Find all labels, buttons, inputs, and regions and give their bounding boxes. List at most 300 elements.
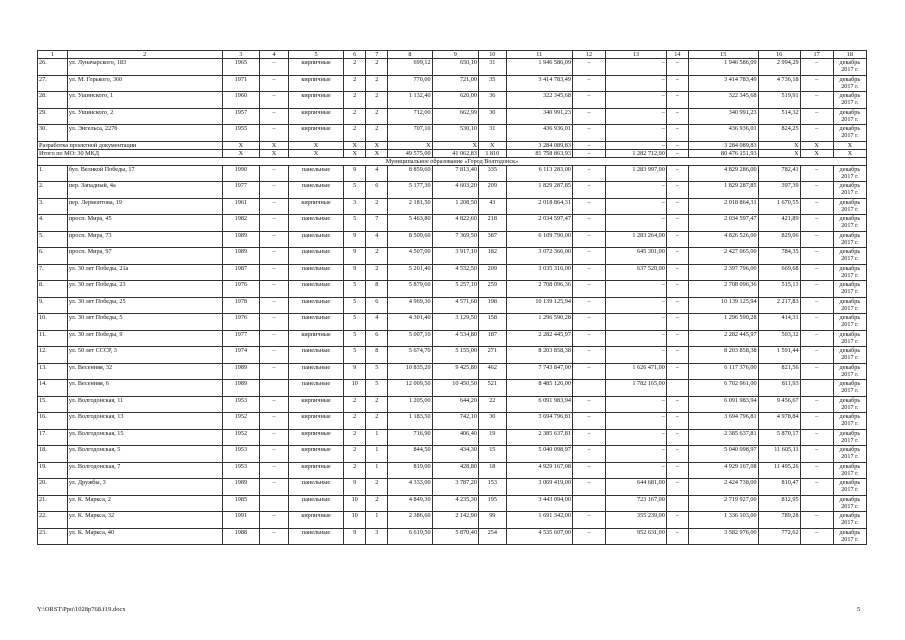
table-cell: 3 414 783,49 — [688, 75, 758, 92]
table-cell: X — [800, 141, 833, 149]
table-row — [38, 512, 867, 529]
table-cell: 14 — [666, 51, 688, 59]
table-cell: 6 — [366, 182, 388, 199]
table-cell: 18. — [38, 446, 68, 463]
table-cell: кирпичные — [288, 512, 343, 529]
table-cell: 5 201,40 — [388, 264, 432, 281]
table-cell: 1 — [366, 446, 388, 463]
table-cell: 821,56 — [758, 363, 800, 380]
table-cell: 4. — [38, 215, 68, 232]
table-cell: – — [572, 264, 605, 281]
table-cell: – — [572, 149, 605, 157]
table-cell: 6 — [366, 330, 388, 347]
table-cell: 2 034 597,47 — [688, 215, 758, 232]
table-cell: 3 069 419,00 — [506, 479, 572, 496]
table-cell: 650,10 — [432, 59, 478, 76]
table-cell: ул. Весенняя, 32 — [67, 363, 222, 380]
table-cell: 4 822,60 — [432, 215, 478, 232]
table-cell: – — [666, 363, 688, 380]
table-body — [38, 51, 867, 545]
table-cell: – — [260, 215, 289, 232]
table-cell: 406,40 — [432, 429, 478, 446]
table-cell: 6 619,50 — [388, 528, 432, 545]
table-cell: 721,00 — [432, 75, 478, 92]
table-cell: 662,99 — [432, 108, 478, 125]
table-cell: – — [666, 512, 688, 529]
table-cell: – — [606, 429, 667, 446]
table-cell: 2 181,50 — [388, 198, 432, 215]
table-cell: ул. 30 лет Победы, 23 — [67, 281, 222, 298]
table-cell: декабрь 2017 г. — [833, 92, 866, 109]
table-cell: 414,31 — [758, 314, 800, 331]
table-cell: – — [572, 413, 605, 430]
table-cell: кирпичные — [288, 396, 343, 413]
table-cell: 4 571,60 — [432, 297, 478, 314]
table-cell: – — [260, 59, 289, 76]
table-cell: панельные — [288, 479, 343, 496]
table-cell: 9 — [344, 479, 366, 496]
table-row — [38, 182, 867, 199]
table-cell: 1 — [366, 512, 388, 529]
table-cell: ул. Дружбы, 3 — [67, 479, 222, 496]
table-row — [38, 215, 867, 232]
table-cell: 2 — [366, 125, 388, 142]
table-cell: 1988 — [222, 528, 260, 545]
column-number-row — [38, 51, 867, 59]
table-cell: 2 217,83 — [758, 297, 800, 314]
table-row — [38, 248, 867, 265]
table-cell: 2 385 637,81 — [506, 429, 572, 446]
table-cell: 28. — [38, 92, 68, 109]
table-cell: – — [800, 75, 833, 92]
table-cell: – — [666, 396, 688, 413]
table-cell: 5 155,00 — [432, 347, 478, 364]
table-cell: – — [572, 75, 605, 92]
table-cell: 322 345,68 — [506, 92, 572, 109]
table-cell: декабрь 2017 г. — [833, 297, 866, 314]
table-cell: – — [572, 429, 605, 446]
table-cell: 462 — [478, 363, 506, 380]
table-cell: 436 936,01 — [506, 125, 572, 142]
table-cell: – — [260, 446, 289, 463]
table-cell: 8 485 126,00 — [506, 380, 572, 397]
table-cell: декабрь 2017 г. — [833, 182, 866, 199]
table-cell: – — [572, 165, 605, 182]
table-cell: – — [800, 429, 833, 446]
table-cell: 824,25 — [758, 125, 800, 142]
table-cell: – — [572, 281, 605, 298]
table-cell: – — [260, 528, 289, 545]
table-cell: 17 — [800, 51, 833, 59]
table-cell: – — [666, 182, 688, 199]
table-cell: 1989 — [222, 479, 260, 496]
table-cell — [572, 380, 605, 397]
table-cell: просп. Мира, 73 — [67, 231, 222, 248]
table-cell: 1953 — [222, 462, 260, 479]
table-cell: 9 — [344, 165, 366, 182]
table-cell: 4 235,30 — [432, 495, 478, 512]
table-cell: X — [288, 141, 343, 149]
table-cell: – — [666, 330, 688, 347]
table-cell: 4 301,40 — [388, 314, 432, 331]
table-cell: 1 — [366, 429, 388, 446]
table-cell: 8 509,60 — [388, 231, 432, 248]
table-cell: 1974 — [222, 347, 260, 364]
table-cell: 8 203 858,38 — [506, 347, 572, 364]
table-cell: 10 139 125,94 — [506, 297, 572, 314]
table-cell: 16. — [38, 413, 68, 430]
table-cell: ул. М. Горького, 360 — [67, 75, 222, 92]
table-cell: 436 936,01 — [688, 125, 758, 142]
table-cell: 2 — [344, 92, 366, 109]
table-cell: 2 282 445,97 — [688, 330, 758, 347]
table-cell: 2 — [366, 479, 388, 496]
table-cell: просп. Мира, 97 — [67, 248, 222, 265]
table-cell: – — [606, 297, 667, 314]
table-cell: – — [572, 528, 605, 545]
table-cell: 2 385 637,81 — [688, 429, 758, 446]
table-cell: – — [572, 462, 605, 479]
table-cell: декабрь 2017 г. — [833, 281, 866, 298]
table-cell: – — [800, 413, 833, 430]
table-cell: 322 345,68 — [688, 92, 758, 109]
table-cell: 1 296 590,28 — [688, 314, 758, 331]
table-cell: 3 035 316,00 — [506, 264, 572, 281]
table-cell: 1977 — [222, 330, 260, 347]
table-row — [38, 429, 867, 446]
table-cell: 530,10 — [432, 125, 478, 142]
table-cell: 7 813,40 — [432, 165, 478, 182]
table-cell: – — [572, 314, 605, 331]
table-cell: – — [572, 141, 605, 149]
table-cell: ул. Ушинского, 1 — [67, 92, 222, 109]
table-cell: 27. — [38, 75, 68, 92]
table-cell: 6 113 283,00 — [506, 165, 572, 182]
table-cell: 10 — [478, 51, 506, 59]
table-cell: 13 — [606, 51, 667, 59]
table-cell: – — [260, 231, 289, 248]
table-cell: 620,00 — [432, 92, 478, 109]
table-cell: 21. — [38, 495, 68, 512]
table-cell: 4 929 167,08 — [506, 462, 572, 479]
table-cell: пер. Лермонтова, 19 — [67, 198, 222, 215]
table-cell: панельные — [288, 165, 343, 182]
table-cell: 5 — [344, 330, 366, 347]
table-cell: панельные — [288, 528, 343, 545]
table-cell: 514,32 — [758, 108, 800, 125]
table-cell: – — [666, 248, 688, 265]
total-row — [38, 149, 867, 157]
table-cell: 81 758 863,93 — [506, 149, 572, 157]
table-cell: – — [606, 198, 667, 215]
table-cell: 9 456,67 — [758, 396, 800, 413]
table-cell: 515,13 — [758, 281, 800, 298]
table-cell: 1955 — [222, 125, 260, 142]
table-cell: 5 — [366, 380, 388, 397]
table-cell: 3 414 783,49 — [506, 75, 572, 92]
table-cell: 3 694 796,81 — [688, 413, 758, 430]
table-cell: – — [800, 231, 833, 248]
table-cell: 1 336 103,00 — [688, 512, 758, 529]
table-cell: 2 427 065,00 — [688, 248, 758, 265]
table-cell: 829,06 — [758, 231, 800, 248]
table-row — [38, 363, 867, 380]
table-cell: 2 142,90 — [432, 512, 478, 529]
table-cell: 1 205,00 — [388, 396, 432, 413]
table-cell: 1989 — [222, 380, 260, 397]
table-cell: 2 708 096,36 — [506, 281, 572, 298]
table-cell: X — [366, 149, 388, 157]
table-cell: 12 — [572, 51, 605, 59]
table-cell: 13. — [38, 363, 68, 380]
table-cell: – — [606, 59, 667, 76]
table-cell: 2. — [38, 182, 68, 199]
table-cell: – — [572, 446, 605, 463]
table-cell: 355 239,00 — [606, 512, 667, 529]
table-cell: 6. — [38, 248, 68, 265]
table-cell: 1 282 712,00 — [606, 149, 667, 157]
table-cell: кирпичные — [288, 446, 343, 463]
table-cell: 4 929 167,08 — [688, 462, 758, 479]
table-cell: 1961 — [222, 198, 260, 215]
table-cell: декабрь 2017 г. — [833, 347, 866, 364]
table-cell: – — [800, 479, 833, 496]
table-cell: – — [666, 297, 688, 314]
table-cell: 8 — [388, 51, 432, 59]
table-cell: кирпичные — [288, 413, 343, 430]
table-cell: – — [606, 396, 667, 413]
table-cell: 952 631,00 — [606, 528, 667, 545]
table-cell: декабрь 2017 г. — [833, 462, 866, 479]
table-cell: 5 — [344, 347, 366, 364]
table-cell: 1 208,50 — [432, 198, 478, 215]
table-cell: 2 — [366, 59, 388, 76]
table-cell: X — [344, 149, 366, 157]
table-cell: X — [758, 141, 800, 149]
table-cell: 1 — [366, 462, 388, 479]
table-cell: – — [260, 182, 289, 199]
table-cell: 9. — [38, 297, 68, 314]
table-cell: 772,62 — [758, 528, 800, 545]
table-cell: 789,28 — [758, 512, 800, 529]
table-cell: 7 743 847,00 — [506, 363, 572, 380]
table-cell: – — [666, 108, 688, 125]
table-cell: – — [572, 363, 605, 380]
table-cell: 2 — [344, 108, 366, 125]
table-cell: панельные — [288, 495, 343, 512]
table-cell: декабрь 2017 г. — [833, 125, 866, 142]
table-cell: 209 — [478, 182, 506, 199]
table-cell: панельные — [288, 314, 343, 331]
table-cell: 1971 — [222, 75, 260, 92]
table-cell: – — [260, 248, 289, 265]
table-cell: – — [572, 479, 605, 496]
table-cell: 4 — [366, 314, 388, 331]
table-cell: – — [606, 92, 667, 109]
table-cell: – — [606, 462, 667, 479]
table-cell: 2 282 445,97 — [506, 330, 572, 347]
table-cell: 1985 — [222, 495, 260, 512]
table-cell: 1982 — [222, 215, 260, 232]
table-cell: – — [606, 141, 667, 149]
table-cell: кирпичные — [288, 108, 343, 125]
table-row — [38, 297, 867, 314]
table-cell: 707,10 — [388, 125, 432, 142]
table-cell: – — [572, 347, 605, 364]
table-cell: декабрь 2017 г. — [833, 429, 866, 446]
table-cell — [800, 495, 833, 512]
table-cell: 5 879,60 — [388, 281, 432, 298]
table-cell: 3 284 089,83 — [688, 141, 758, 149]
table-cell: 2 397 796,00 — [688, 264, 758, 281]
table-cell: Разработка проектной документации — [38, 141, 223, 149]
table-cell: X — [344, 141, 366, 149]
table-cell: – — [572, 92, 605, 109]
table-cell: 8 859,60 — [388, 165, 432, 182]
table-cell: Муниципальное образование «Город Волгодонск» — [38, 157, 867, 165]
table-cell: 4 — [260, 51, 289, 59]
table-cell: – — [800, 314, 833, 331]
table-cell: 2 — [366, 413, 388, 430]
table-cell: 1991 — [222, 512, 260, 529]
table-row — [38, 347, 867, 364]
table-cell: 784,35 — [758, 248, 800, 265]
table-cell: 5. — [38, 231, 68, 248]
table-cell: – — [800, 165, 833, 182]
table-cell: 1 946 586,09 — [688, 59, 758, 76]
table-cell: Итого по МО: 30 МКД — [38, 149, 223, 157]
table-cell: X — [833, 149, 866, 157]
table-cell: 18 — [478, 462, 506, 479]
table-cell: 2 — [366, 75, 388, 92]
table-cell: – — [260, 198, 289, 215]
table-cell: – — [606, 314, 667, 331]
table-cell: 5 — [344, 314, 366, 331]
table-cell: – — [572, 198, 605, 215]
table-cell: – — [666, 479, 688, 496]
table-cell: 4 603,20 — [432, 182, 478, 199]
table-cell: ул. 30 лет Победы, 9 — [67, 330, 222, 347]
table-cell: 1 810 — [478, 149, 506, 157]
table-cell: панельные — [288, 248, 343, 265]
table-cell: 1952 — [222, 413, 260, 430]
table-cell: 2 719 927,00 — [688, 495, 758, 512]
table-row — [38, 380, 867, 397]
table-cell: – — [800, 347, 833, 364]
table-cell: 1 591,44 — [758, 347, 800, 364]
table-cell: ул. Волгодонская, 7 — [67, 462, 222, 479]
table-cell: 11. — [38, 330, 68, 347]
table-cell: 819,00 — [388, 462, 432, 479]
table-cell: 153 — [478, 479, 506, 496]
table-cell: декабрь 2017 г. — [833, 446, 866, 463]
table-cell: 5 463,80 — [388, 215, 432, 232]
table-cell: кирпичные — [288, 198, 343, 215]
design-row — [38, 141, 867, 149]
table-cell: кирпичные — [288, 462, 343, 479]
table-cell: 1 283 997,00 — [606, 165, 667, 182]
table-cell: 36 — [478, 92, 506, 109]
table-cell: – — [666, 429, 688, 446]
table-cell: – — [800, 363, 833, 380]
table-cell: – — [572, 231, 605, 248]
table-cell: панельные — [288, 281, 343, 298]
table-cell: 8 — [366, 347, 388, 364]
table-cell: 6 — [366, 297, 388, 314]
table-cell: 644,20 — [432, 396, 478, 413]
table-cell: – — [260, 396, 289, 413]
table-cell: 3 129,50 — [432, 314, 478, 331]
table-cell: 2 994,29 — [758, 59, 800, 76]
table-cell: 4 849,30 — [388, 495, 432, 512]
table-row — [38, 446, 867, 463]
table-cell: декабрь 2017 г. — [833, 413, 866, 430]
table-cell: 2 — [366, 108, 388, 125]
table-cell: 10 835,20 — [388, 363, 432, 380]
table-cell: 1. — [38, 165, 68, 182]
table-cell: 2 018 864,31 — [688, 198, 758, 215]
table-cell: – — [260, 479, 289, 496]
table-cell: – — [572, 512, 605, 529]
table-cell: декабрь 2017 г. — [833, 231, 866, 248]
table-cell: 335 — [478, 165, 506, 182]
table-cell: 3 072 366,00 — [506, 248, 572, 265]
table-cell: 4 — [366, 165, 388, 182]
table-cell: 5 870,17 — [758, 429, 800, 446]
table-cell: ул. Волгодонская, 15 — [67, 429, 222, 446]
table-cell: 9 — [432, 51, 478, 59]
table-cell: 10 450,50 — [432, 380, 478, 397]
table-cell: ул. К. Маркса, 32 — [67, 512, 222, 529]
table-cell: декабрь 2017 г. — [833, 479, 866, 496]
table-cell: 521 — [478, 380, 506, 397]
table-cell: 8. — [38, 281, 68, 298]
table-cell: 254 — [478, 528, 506, 545]
table-cell: кирпичные — [288, 125, 343, 142]
table-cell: 2 — [67, 51, 222, 59]
table-cell: кирпичные — [288, 429, 343, 446]
table-cell: панельные — [288, 182, 343, 199]
table-cell: просп. Мира, 45 — [67, 215, 222, 232]
table-cell: – — [800, 264, 833, 281]
table-cell: – — [572, 182, 605, 199]
table-row — [38, 495, 867, 512]
table-cell: 3 284 089,83 — [506, 141, 572, 149]
table-cell: – — [666, 264, 688, 281]
table-cell: 9 — [344, 528, 366, 545]
table-cell: 12. — [38, 347, 68, 364]
table-cell: 1 183,50 — [388, 413, 432, 430]
table-cell: 3 917,10 — [432, 248, 478, 265]
table-cell: – — [800, 330, 833, 347]
table-cell: 12 009,50 — [388, 380, 432, 397]
table-cell: 6 117 376,00 — [688, 363, 758, 380]
table-cell: 742,10 — [432, 413, 478, 430]
table-cell: 10 — [344, 495, 366, 512]
table-cell: – — [666, 347, 688, 364]
table-cell: 1978 — [222, 297, 260, 314]
table-cell — [666, 495, 688, 512]
table-cell: 1 946 586,09 — [506, 59, 572, 76]
table-cell: 10 139 125,94 — [688, 297, 758, 314]
table-cell: 16 — [758, 51, 800, 59]
table-cell: 10 — [344, 380, 366, 397]
table-cell: 14. — [38, 380, 68, 397]
table-cell: 2 — [344, 125, 366, 142]
table-cell: 49 575,00 — [388, 149, 432, 157]
table-cell: 1953 — [222, 396, 260, 413]
table-cell: 31 — [478, 59, 506, 76]
